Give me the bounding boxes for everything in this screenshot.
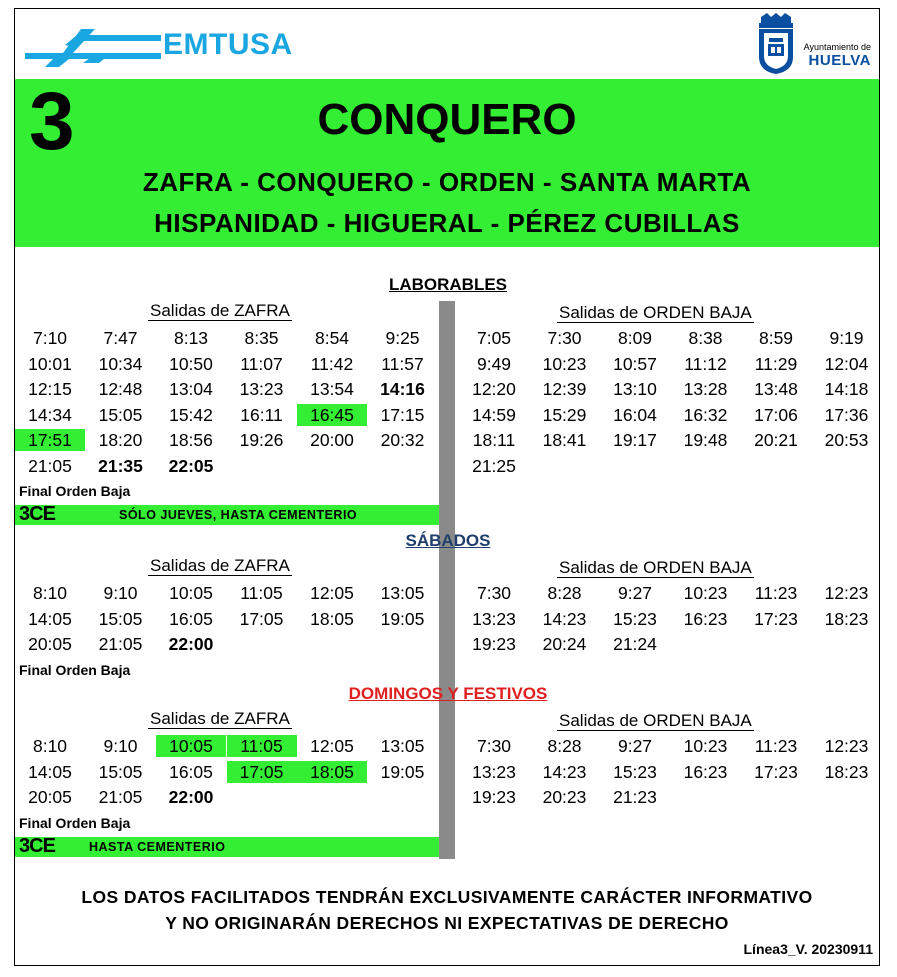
departure-time: 8:54 [314,328,350,348]
departure-time: 17:05 [227,761,297,783]
departure-time: 13:23 [239,379,284,399]
departure-time: 22:00 [168,634,214,654]
departure-time: 12:23 [824,583,869,603]
departure-time: 12:48 [98,379,143,399]
departure-time: 12:05 [310,736,354,756]
departure-time: 10:57 [613,353,657,374]
sunday-left-header: Salidas de ZAFRA [150,709,290,728]
departure-time: 10:23 [683,583,728,603]
departure-time: 21:05 [98,787,143,807]
departure-time: 12:05 [310,583,354,603]
departure-time: 18:11 [472,430,516,450]
brand-name: EMTUSA [163,28,293,61]
departure-time: 22:05 [168,455,214,476]
departure-time: 18:05 [297,761,367,783]
center-divider-cap [439,299,455,301]
departure-time: 10:05 [156,735,226,757]
departure-time: 21:23 [613,787,657,807]
special-service-tag: 3CE [19,503,55,525]
departure-time: 17:06 [754,404,798,425]
departure-time: 13:05 [380,736,425,756]
departure-time: 13:23 [472,608,516,629]
departure-time: 8:35 [244,328,279,348]
departure-time: 20:05 [28,787,72,807]
departure-time: 21:05 [98,634,143,654]
departure-time: 19:05 [380,761,425,782]
departure-time: 11:29 [754,353,798,374]
departure-time: 17:23 [754,761,798,782]
departure-time: 16:05 [169,608,213,629]
final-note-weekdays: Final Orden Baja [19,483,131,499]
saturday-left-header: Salidas de ZAFRA [150,556,290,575]
city-council-label: Ayuntamiento de [803,42,871,52]
departure-time: 17:51 [15,429,85,451]
route-stops-1: ZAFRA - CONQUERO - ORDEN - SANTA MARTA [142,167,752,197]
departure-time: 19:26 [239,430,284,450]
departure-time: 13:10 [613,379,657,399]
departure-time: 20:00 [310,430,354,450]
departure-time: 10:50 [169,353,213,374]
weekday-right-header: Salidas de ORDEN BAJA [559,303,752,322]
departure-time: 14:59 [472,404,516,425]
special-service-bar-weekdays [15,505,439,525]
departure-time: 13:23 [472,761,516,782]
departure-time: 21:25 [472,455,516,476]
header [15,9,879,79]
departure-time: 16:45 [297,404,367,426]
departure-time: 16:32 [683,404,728,425]
departure-time: 11:57 [381,353,424,374]
departure-time: 8:38 [688,328,723,348]
departure-time: 15:05 [98,761,143,782]
departure-time: 18:23 [824,761,869,782]
departure-time: 17:23 [754,608,798,629]
departure-time: 18:56 [169,430,213,450]
departure-time: 19:17 [613,430,657,450]
departure-time: 11:12 [684,353,727,374]
departure-time: 17:15 [380,404,425,425]
departure-time: 10:23 [542,353,587,374]
departure-time: 14:16 [380,379,425,399]
departure-time: 12:23 [824,736,869,756]
departure-time: 15:23 [613,761,657,782]
departure-time: 18:05 [310,608,354,629]
departure-time: 11:05 [240,583,283,603]
departure-time: 8:28 [547,583,582,603]
departure-time: 20:24 [542,634,587,654]
departure-time: 15:05 [98,404,143,425]
departure-time: 15:23 [613,608,657,629]
departure-time: 18:23 [824,608,869,629]
city-name: HUELVA [808,52,871,69]
departure-time: 7:05 [476,328,512,348]
departure-time: 14:23 [542,608,587,629]
departure-time: 16:05 [169,761,213,782]
departure-time: 9:27 [617,583,653,603]
departure-time: 9:49 [476,353,512,374]
departure-time: 10:05 [169,583,213,603]
line-name: CONQUERO [317,95,577,144]
departure-time: 20:05 [28,634,72,654]
departure-time: 14:05 [28,761,72,782]
final-note-sundays: Final Orden Baja [19,815,131,831]
special-service-text: SÓLO JUEVES, HASTA CEMENTERIO [119,508,358,522]
departure-time: 15:29 [542,404,587,425]
departure-time: 7:10 [32,328,68,348]
departure-time: 13:05 [380,583,425,603]
section-title-weekdays: LABORABLES [388,275,508,294]
departure-time: 16:23 [683,608,728,629]
departure-time: 8:10 [32,583,68,603]
departure-time: 20:23 [542,787,587,807]
departure-time: 14:05 [28,608,72,629]
departure-time: 9:19 [829,328,864,348]
departure-time: 10:23 [683,736,728,756]
departure-time: 10:34 [98,353,143,374]
departure-time: 13:48 [754,379,798,399]
departure-time: 19:23 [472,787,516,807]
departure-time: 18:20 [98,430,143,450]
departure-time: 12:15 [28,379,72,399]
departure-time: 9:10 [103,736,138,756]
center-divider [439,299,455,859]
departure-time: 8:28 [547,736,582,756]
departure-time: 13:54 [310,379,354,399]
departure-time: 22:00 [168,787,214,807]
departure-time: 11:23 [754,583,798,603]
departure-time: 14:34 [28,404,72,425]
disclaimer-line-2: Y NO ORIGINARÁN DERECHOS NI EXPECTATIVAS DE DERECHO [165,913,729,933]
departure-time: 20:32 [380,430,425,450]
departure-time: 11:07 [240,353,283,374]
departure-time: 16:11 [240,404,283,425]
departure-time: 21:05 [28,455,72,476]
line-banner [15,76,879,247]
departure-time: 16:23 [683,761,728,782]
departure-time: 20:21 [754,430,798,450]
departure-time: 16:04 [613,404,657,425]
section-title-saturdays: SÁBADOS [405,531,491,550]
departure-time: 7:47 [103,328,138,348]
departure-time: 7:30 [547,328,582,348]
departure-time: 8:13 [173,328,209,348]
departure-time: 18:41 [542,430,587,450]
departure-time: 9:25 [385,328,420,348]
departure-time: 13:28 [683,379,728,399]
departure-time: 19:23 [472,634,516,654]
departure-time: 12:04 [824,353,869,374]
departure-time: 7:30 [476,583,512,603]
departure-time: 11:42 [310,353,354,374]
departure-time: 7:30 [476,736,512,756]
section-title-sundays: DOMINGOS Y FESTIVOS [348,684,548,703]
huelva-shield-icon [755,13,797,75]
departure-time: 14:18 [824,379,869,399]
departure-time: 14:23 [542,761,587,782]
special-service-tag: 3CE [19,835,55,857]
departure-time: 12:39 [542,379,587,399]
special-service-bar-sundays [15,837,439,857]
departure-time: 19:48 [683,430,728,450]
departure-time: 11:23 [754,736,798,756]
departure-time: 9:10 [103,583,138,603]
departure-time: 21:35 [98,455,143,476]
departure-time: 8:59 [758,328,794,348]
final-note-saturdays: Final Orden Baja [19,662,131,678]
departure-time: 9:27 [617,736,653,756]
sunday-right-header: Salidas de ORDEN BAJA [559,711,752,730]
departure-time: 8:10 [32,736,68,756]
special-service-text: HASTA CEMENTERIO [89,840,226,854]
departure-time: 17:36 [824,404,869,425]
departure-time: 15:42 [169,404,213,425]
departure-time: 21:24 [613,634,657,654]
weekday-left-header: Salidas de ZAFRA [150,301,290,320]
departure-time: 11:05 [227,735,297,757]
route-stops-2: HISPANIDAD - HIGUERAL - PÉREZ CUBILLAS [154,208,740,238]
saturday-right-header: Salidas de ORDEN BAJA [559,558,752,577]
departure-time: 19:05 [380,608,425,629]
version-label: Línea3_V. 20230911 [743,941,873,957]
disclaimer-line-1: LOS DATOS FACILITADOS TENDRÁN EXCLUSIVAMENTE CARÁCTER INFORMATIVO [81,887,813,907]
line-number: 3 [29,76,75,167]
departure-time: 15:05 [98,608,143,629]
departure-time: 17:05 [239,608,284,629]
timetable-sheet [14,8,880,966]
departure-time: 10:01 [28,353,72,374]
emtusa-logo-icon [23,23,163,71]
departure-time: 13:04 [169,379,213,399]
departure-time: 20:53 [824,430,869,450]
departure-time: 12:20 [472,379,516,399]
departure-time: 8:09 [617,328,653,348]
